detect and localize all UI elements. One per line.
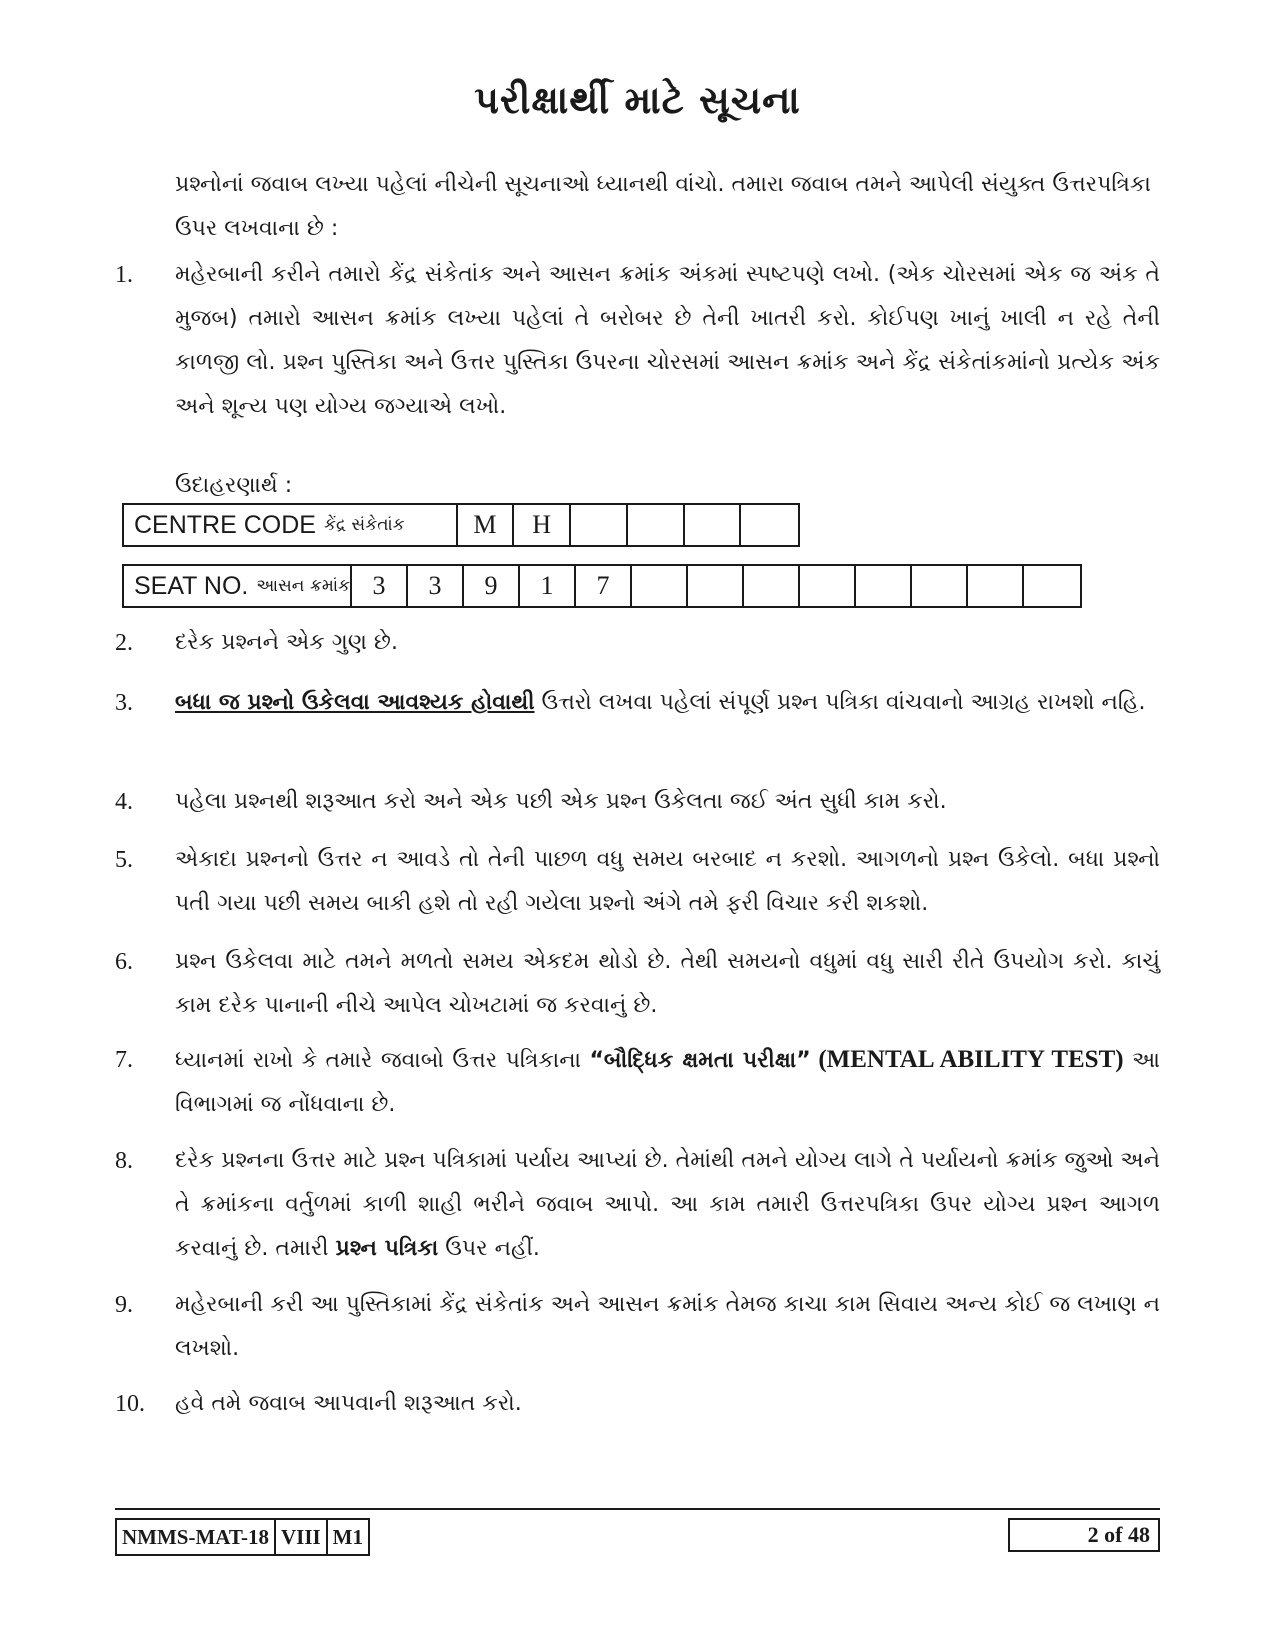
seat-no-cell: 1 (520, 566, 576, 606)
seat-no-cell (968, 566, 1024, 606)
set-label: M1 (332, 1524, 363, 1549)
centre-code-label: CENTRE CODE કેંદ્ર સંકેતાંક (124, 505, 458, 545)
item-number: 10. (115, 1391, 145, 1417)
item-text: મહેરબાની કરી આ પુસ્તિકામાં કેંદ્ર સંકેતાંક અને આસન ક્રમાંક તેમજ કાચા કામ સિવાય અન્ય કોઈ જ લખાણ ન લખશો. (175, 1292, 1160, 1361)
seat-no-box (122, 564, 1082, 608)
item-text: બધા જ પ્રશ્નો ઉકેલવા આવશ્યક હોવાથી ઉત્તરો લખવા પહેલાં સંપૂર્ણ પ્રશ્ન પત્રિકા વાંચવાનો આગ્રહ રાખશો નહિ. (175, 690, 1146, 715)
item-text: ધ્યાનમાં રાખો કે તમારે જવાબો ઉત્તર પત્રિકાના “બૌદ્ધિક ક્ષમતા પરીક્ષા” (MENTAL ABILITY TEST) આ વિભાગમાં જ નોંધવાના છે. (175, 1046, 1160, 1117)
intro-text: પ્રશ્નોનાં જવાબ લખ્યા પહેલાં નીચેની સૂચનાઓ ધ્યાનથી વાંચો. તમારા જવાબ તમને આપેલી સંયુક્ત ઉત્તરપત્રિકા ઉપર લખવાના છે : (175, 172, 1151, 241)
item-text: દરેક પ્રશ્નના ઉત્તર માટે પ્રશ્ન પત્રિકામાં પર્યાય આપ્યાં છે. તેમાંથી તમને યોગ્ય લાગે તે પર્યાયનો ક્રમાંક જુઓ અને તે ક્રમાંકના વર્તુળમાં કાળી શાહી ભરીને જવાબ આપો. આ કામ તમારી ઉત્તરપત્રિકા ઉપર યોગ્ય પ્રશ્ન આગળ કરવાનું છે. તમારી પ્રશ્ન પત્રિકા ઉપર નહીં. (175, 1148, 1160, 1261)
item-emphasis: “બૌદ્ધિક ક્ષમતા પરીક્ષા” (589, 1048, 811, 1073)
seat-no-cell (912, 566, 968, 606)
item-number: 2. (115, 630, 133, 656)
item-number: 6. (115, 949, 133, 975)
centre-code-cell (571, 505, 628, 545)
centre-code-cell (628, 505, 685, 545)
seat-no-cell (744, 566, 800, 606)
item-text: એકાદા પ્રશ્નનો ઉત્તર ન આવડે તો તેની પાછળ વધુ સમય બરબાદ ન કરશો. આગળનો પ્રશ્ન ઉકેલો. બધા પ્રશ્નો પતી ગયા પછી સમય બાકી હશે તો રહી ગયેલા પ્રશ્નો અંગે તમે ફરી વિચાર કરી શકશો. (175, 847, 1160, 916)
item-number: 3. (115, 690, 133, 716)
item-text: મહેરબાની કરીને તમારો કેંદ્ર સંકેતાંક અને આસન ક્રમાંક અંકમાં સ્પષ્ટપણે લખો. (એક ચોરસમાં એક જ અંક તે મુજબ) તમારો આસન ક્રમાંક લખ્યા પહેલાં તે બરોબર છે તેની ખાતરી કરો. કોઈપણ ખાનું ખાલી ન રહે તેની કાળજી લો. પ્રશ્ન પુસ્તિકા અને ઉત્તર પુસ્તિકા ઉપરના ચોરસમાં આસન ક્રમાંક અને કેંદ્ર સંકેતાંકમાંનો પ્રત્યેક અંક અને શૂન્ય પણ યોગ્ય જગ્યાએ લખો. (175, 262, 1160, 419)
class-label: VIII (276, 1520, 328, 1554)
item-emphasis: બધા જ પ્રશ્નો ઉકેલવા આવશ્યક હોવાથી (175, 690, 535, 715)
item-text: હવે તમે જવાબ આપવાની શરૂઆત કરો. (175, 1391, 522, 1416)
centre-code-cell (741, 505, 798, 545)
example-label: ઉદાહરણાર્થ : (175, 473, 293, 498)
centre-code-cell (685, 505, 742, 545)
item-number: 9. (115, 1292, 133, 1318)
centre-code-cell: H (514, 505, 571, 545)
centre-code-box (122, 503, 800, 547)
seat-no-cell: 3 (352, 566, 408, 606)
seat-no-cell: 9 (464, 566, 520, 606)
seat-no-cell (856, 566, 912, 606)
item-number: 1. (115, 262, 133, 288)
paper-code: NMMS-MAT-18 (117, 1520, 276, 1554)
item-text: પ્રશ્ન ઉકેલવા માટે તમને મળતો સમય એકદમ થોડો છે. તેથી સમયનો વધુમાં વધુ સારી રીતે ઉપયોગ કરો. કાચું કામ દરેક પાનાની નીચે આપેલ ચોખટામાં જ કરવાનું છે. (175, 949, 1160, 1018)
seat-no-cell: 7 (576, 566, 632, 606)
seat-no-cell (632, 566, 688, 606)
page-title: પરીક્ષાર્થી માટે સૂચના (474, 78, 801, 122)
seat-no-cell: 3 (408, 566, 464, 606)
footer-paper-code (115, 1518, 370, 1556)
page-number: 2 of 48 (1008, 1518, 1160, 1552)
item-number: 8. (115, 1148, 133, 1174)
item-text: પહેલા પ્રશ્નથી શરૂઆત કરો અને એક પછી એક પ્રશ્ન ઉકેલતા જઈ અંત સુધી કામ કરો. (175, 789, 947, 814)
seat-no-label: SEAT NO. આસન ક્રમાંક (124, 566, 352, 606)
footer-divider (115, 1508, 1160, 1510)
seat-no-cell (1024, 566, 1080, 606)
item-number: 5. (115, 847, 133, 873)
centre-code-cell: M (458, 505, 515, 545)
item-emphasis: પ્રશ્ન પત્રિકા (335, 1236, 439, 1261)
item-number: 7. (115, 1047, 133, 1073)
item-number: 4. (115, 789, 133, 815)
seat-no-cell (688, 566, 744, 606)
item-text: દરેક પ્રશ્નને એક ગુણ છે. (175, 630, 398, 655)
seat-no-cell (800, 566, 856, 606)
